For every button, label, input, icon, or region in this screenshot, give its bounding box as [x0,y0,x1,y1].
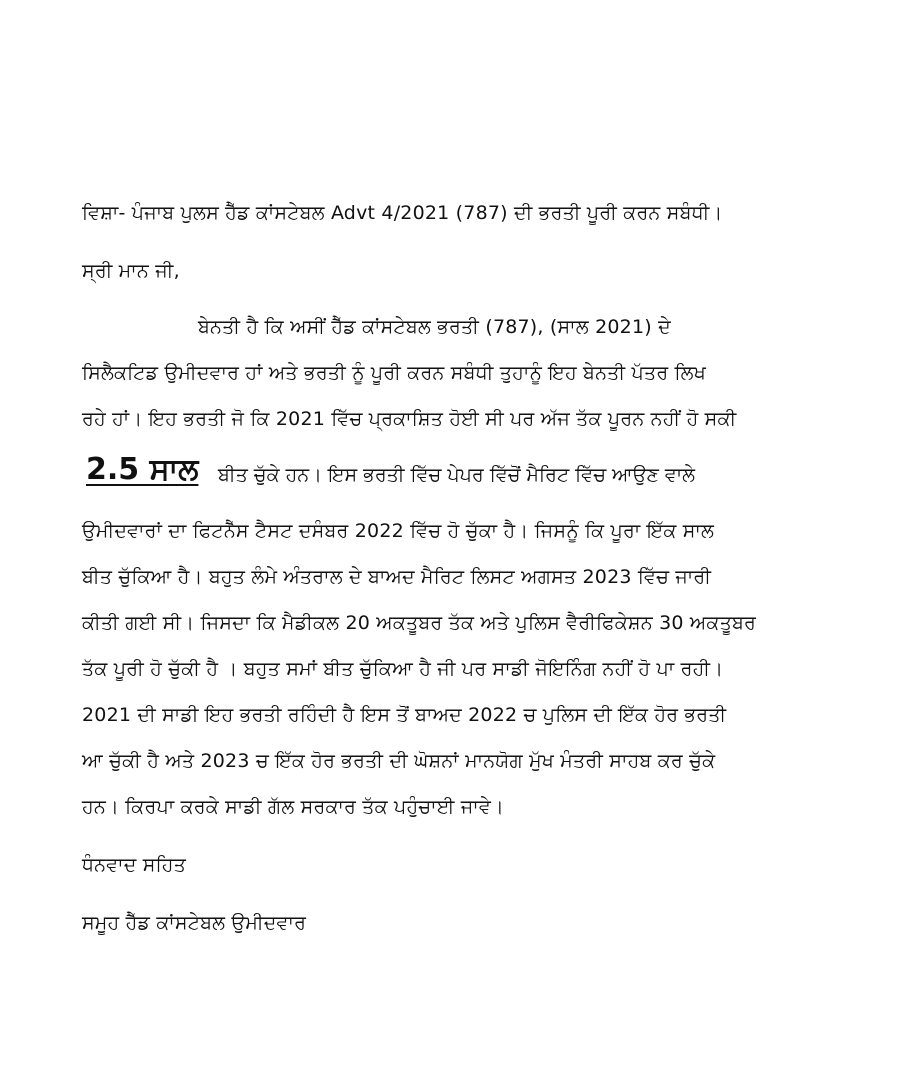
body-line-5: ਬੀਤ ਚੁੱਕਿਆ ਹੈ। ਬਹੁਤ ਲੰਮੇ ਅੰਤਰਾਲ ਦੇ ਬਾਅਦ ਮੈਰਿਟ ਲਿਸਟ ਅਗਸਤ 2023 ਵਿੱਚ ਜਾਰੀ [82,566,712,588]
body-line-7: ਤੱਕ ਪੂਰੀ ਹੋ ਚੁੱਕੀ ਹੈ । ਬਹੁਤ ਸਮਾਂ ਬੀਤ ਚੁੱਕਿਆ ਹੈ ਜੀ ਪਰ ਸਾਡੀ ਜੋਇਨਿੰਗ ਨਹੀਂ ਹੋ ਪਾ ਰਹੀ। [82,658,724,680]
body-line-4: ਉਮੀਦਵਾਰਾਂ ਦਾ ਫਿਟਨੈੱਸ ਟੈਸਟ ਦਸੰਬਰ 2022 ਵਿੱਚ ਹੋ ਚੁੱਕਾ ਹੈ। ਜਿਸਨੂੰ ਕਿ ਪੂਰਾ ਇੱਕ ਸਾਲ [82,520,715,542]
body-line-9: ਆ ਚੁੱਕੀ ਹੈ ਅਤੇ 2023 ਚ ਇੱਕ ਹੋਰ ਭਰਤੀ ਦੀ ਘੋਸ਼ਨਾਂ ਮਾਨਯੋਗ ਮੁੱਖ ਮੰਤਰੀ ਸਾਹਬ ਕਰ ਚੁੱਕੇ [82,750,716,772]
salutation: ਸ੍ਰੀ ਮਾਨ ਜੀ, [82,260,180,282]
signature: ਸਮੂਹ ਹੈੱਡ ਕਾਂਸਟੇਬਲ ਉਮੀਦਵਾਰ [82,912,307,934]
years-rest-text: ਬੀਤ ਚੁੱਕੇ ਹਨ। ਇਸ ਭਰਤੀ ਵਿੱਚ ਪੇਪਰ ਵਿੱਚੋਂ ਮੈਰਿਟ ਵਿੱਚ ਆਉਣ ਵਾਲੇ [218,464,696,486]
body-line-6: ਕੀਤੀ ਗਈ ਸੀ। ਜਿਸਦਾ ਕਿ ਮੈਡੀਕਲ 20 ਅਕਤੂਬਰ ਤੱਕ ਅਤੇ ਪੁਲਿਸ ਵੈਰੀਫਿਕੇਸ਼ਨ 30 ਅਕਤੂਬਰ [82,612,756,634]
body-line-2: ਸਿਲੈਕਟਿਡ ਉਮੀਦਵਾਰ ਹਾਂ ਅਤੇ ਭਰਤੀ ਨੂੰ ਪੂਰੀ ਕਰਨ ਸਬੰਧੀ ਤੁਹਾਨੂੰ ਇਹ ਬੇਨਤੀ ਪੱਤਰ ਲਿਖ [82,362,706,384]
years-highlight: 2.5 ਸਾਲ [86,452,199,487]
body-line-10: ਹਨ। ਕਿਰਪਾ ਕਰਕੇ ਸਾਡੀ ਗੱਲ ਸਰਕਾਰ ਤੱਕ ਪਹੁੰਚਾਈ ਜਾਵੇ। [82,796,504,818]
closing: ਧੰਨਵਾਦ ਸਹਿਤ [82,854,186,876]
body-line-3: ਰਹੇ ਹਾਂ। ਇਹ ਭਰਤੀ ਜੋ ਕਿ 2021 ਵਿੱਚ ਪ੍ਰਕਾਸ਼ਿਤ ਹੋਈ ਸੀ ਪਰ ਅੱਜ ਤੱਕ ਪੂਰਨ ਨਹੀਂ ਹੋ ਸਕੀ [82,408,737,430]
subject-line: ਵਿਸ਼ਾ- ਪੰਜਾਬ ਪੁਲਸ ਹੈੱਡ ਕਾਂਸਟੇਬਲ Advt 4/2021 (787) ਦੀ ਭਰਤੀ ਪੂਰੀ ਕਰਨ ਸਬੰਧੀ। [82,202,723,224]
body-line-1: ਬੇਨਤੀ ਹੈ ਕਿ ਅਸੀਂ ਹੈੱਡ ਕਾਂਸਟੇਬਲ ਭਰਤੀ (787), (ਸਾਲ 2021) ਦੇ [198,316,671,338]
body-line-8: 2021 ਦੀ ਸਾਡੀ ਇਹ ਭਰਤੀ ਰਹਿੰਦੀ ਹੈ ਇਸ ਤੋਂ ਬਾਅਦ 2022 ਚ ਪੁਲਿਸ ਦੀ ਇੱਕ ਹੋਰ ਭਰਤੀ [82,704,727,726]
